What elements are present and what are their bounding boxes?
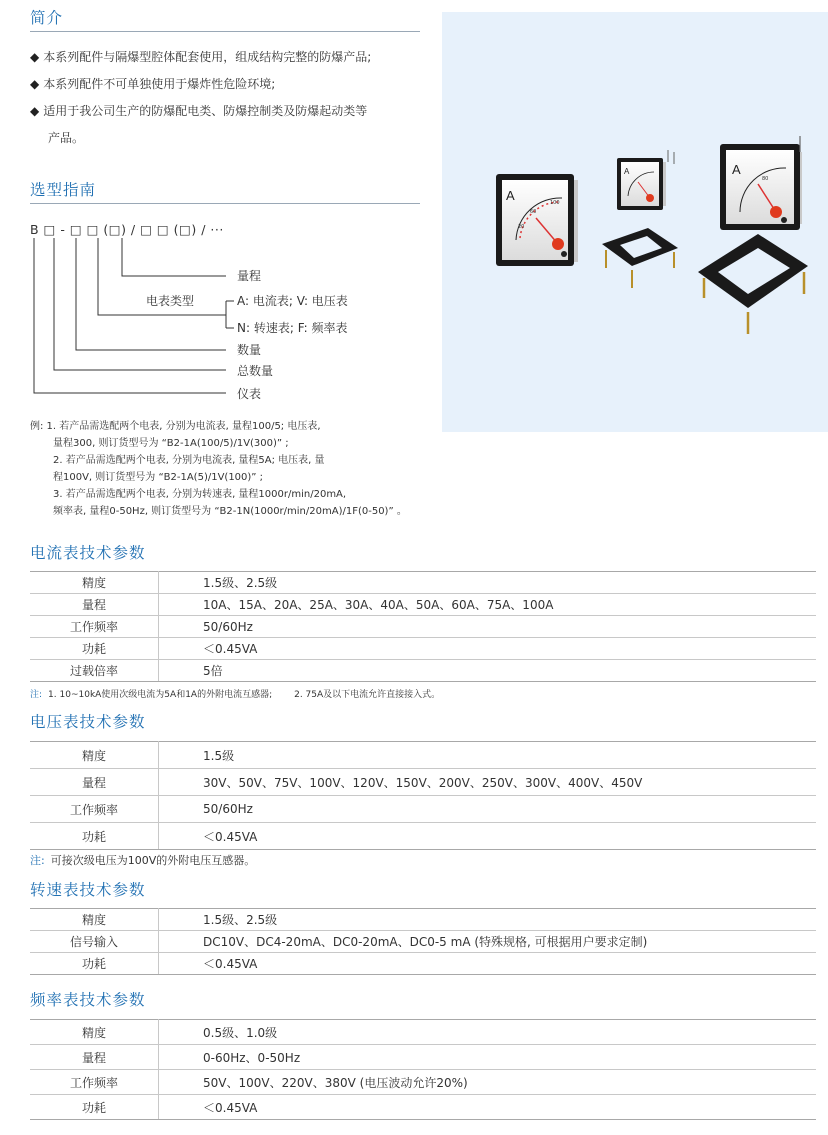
meter-products-illustration <box>442 12 828 432</box>
table-row: 精度 1.5级、2.5级 <box>30 572 816 594</box>
diamond-icon: ◆ <box>30 50 40 64</box>
product-photo <box>442 12 828 432</box>
diamond-icon: ◆ <box>30 104 40 118</box>
table-row: 工作频率 50/60Hz <box>30 616 816 638</box>
label-type-n-f: N: 转速表; F: 频率表 <box>237 321 348 335</box>
table-row: 信号输入 DC10V、DC4-20mA、DC0-20mA、DC0-5 mA (特殊规格, 可根据用户要求定制) <box>30 931 816 953</box>
svg-text:A: A <box>506 188 515 203</box>
voltmeter-title: 电压表技术参数 <box>30 713 146 731</box>
table-row: 功耗 ＜0.45VA <box>30 638 816 660</box>
table-row: 精度 1.5级、2.5级 <box>30 909 816 931</box>
voltmeter-spec-table <box>30 741 816 850</box>
example-line-4: 程100V, 则订货型号为 “B2-1A(5)/1V(100)” ; <box>53 472 264 483</box>
label-meter-type: 电表类型 <box>146 294 195 308</box>
panel-meter-large <box>496 174 578 266</box>
table-row: 功耗 ＜0.45VA <box>30 953 816 975</box>
table-row: 工作频率 50V、100V、220V、380V (电压波动允许20%) <box>30 1070 816 1095</box>
svg-text:80: 80 <box>762 176 769 182</box>
model-code-formula: B □ - □ □ (□) / □ □ (□) / ··· <box>30 222 224 237</box>
intro-bullet-1: ◆ 本系列配件与隔爆型腔体配套使用，组成结构完整的防爆产品; <box>30 50 372 64</box>
svg-text:60: 60 <box>530 209 537 215</box>
intro-rule <box>30 31 420 32</box>
table-row: 过载倍率 5倍 <box>30 660 816 682</box>
svg-text:20: 20 <box>518 224 525 230</box>
table-row: 量程 30V、50V、75V、100V、120V、150V、200V、250V、300V、400V、450V <box>30 769 816 796</box>
table-row: 量程 10A、15A、20A、25A、30A、40A、50A、60A、75A、100A <box>30 594 816 616</box>
model-code-tree-lines <box>30 236 250 406</box>
label-type-a-v: A: 电流表; V: 电压表 <box>237 294 348 308</box>
table-row: 功耗 ＜0.45VA <box>30 1095 816 1120</box>
example-line-1: 例: 1. 若产品需选配两个电表, 分别为电流表, 量程100/5; 电压表, <box>30 421 321 432</box>
example-line-2: 量程300, 则订货型号为 “B2-1A(100/5)/1V(300)” ; <box>53 438 289 449</box>
frequency-meter-spec-table <box>30 1019 816 1120</box>
svg-text:A: A <box>732 162 741 177</box>
table-row: 功耗 ＜0.45VA <box>30 823 816 850</box>
label-instrument: 仪表 <box>237 387 262 401</box>
tachometer-spec-table <box>30 908 816 975</box>
tachometer-title: 转速表技术参数 <box>30 881 146 899</box>
voltmeter-note: 注: 可接次级电压为100V的外附电压互感器。 <box>30 854 256 867</box>
diamond-icon: ◆ <box>30 77 40 91</box>
ammeter-note: 注: 1. 10~10kA使用次级电流为5A和1A的外附电流互感器; 2. 75A及以下电流允许直接接入式。 <box>30 690 441 700</box>
intro-bullet-3-cont: 产品。 <box>48 131 85 145</box>
label-quantity: 数量 <box>237 343 262 357</box>
intro-bullet-3: ◆ 适用于我公司生产的防爆配电类、防爆控制类及防爆起动类等 <box>30 104 368 118</box>
example-line-5: 3. 若产品需选配两个电表, 分别为转速表, 量程1000r/min/20mA, <box>53 489 347 500</box>
svg-text:100: 100 <box>550 200 560 206</box>
label-total-quantity: 总数量 <box>237 364 274 378</box>
table-row: 量程 0-60Hz、0-50Hz <box>30 1045 816 1070</box>
table-row: 精度 1.5级 <box>30 742 816 769</box>
table-row: 工作频率 50/60Hz <box>30 796 816 823</box>
guide-rule <box>30 203 420 204</box>
panel-meter-small <box>602 150 678 288</box>
intro-title: 简介 <box>30 9 64 27</box>
frequency-meter-title: 频率表技术参数 <box>30 991 146 1009</box>
intro-bullet-2: ◆ 本系列配件不可单独使用于爆炸性危险环境; <box>30 77 276 91</box>
ammeter-spec-table <box>30 571 816 682</box>
panel-meter-right <box>698 136 808 334</box>
example-line-3: 2. 若产品需选配两个电表, 分别为电流表, 量程5A; 电压表, 量 <box>53 455 325 466</box>
table-row: 精度 0.5级、1.0级 <box>30 1020 816 1045</box>
guide-title: 选型指南 <box>30 181 97 199</box>
label-range: 量程 <box>237 269 262 283</box>
ammeter-title: 电流表技术参数 <box>30 544 146 562</box>
svg-text:A: A <box>624 167 630 176</box>
example-line-6: 频率表, 量程0-50Hz, 则订货型号为 “B2-1N(1000r/min/20mA)/1F(0-50)” 。 <box>53 506 407 517</box>
